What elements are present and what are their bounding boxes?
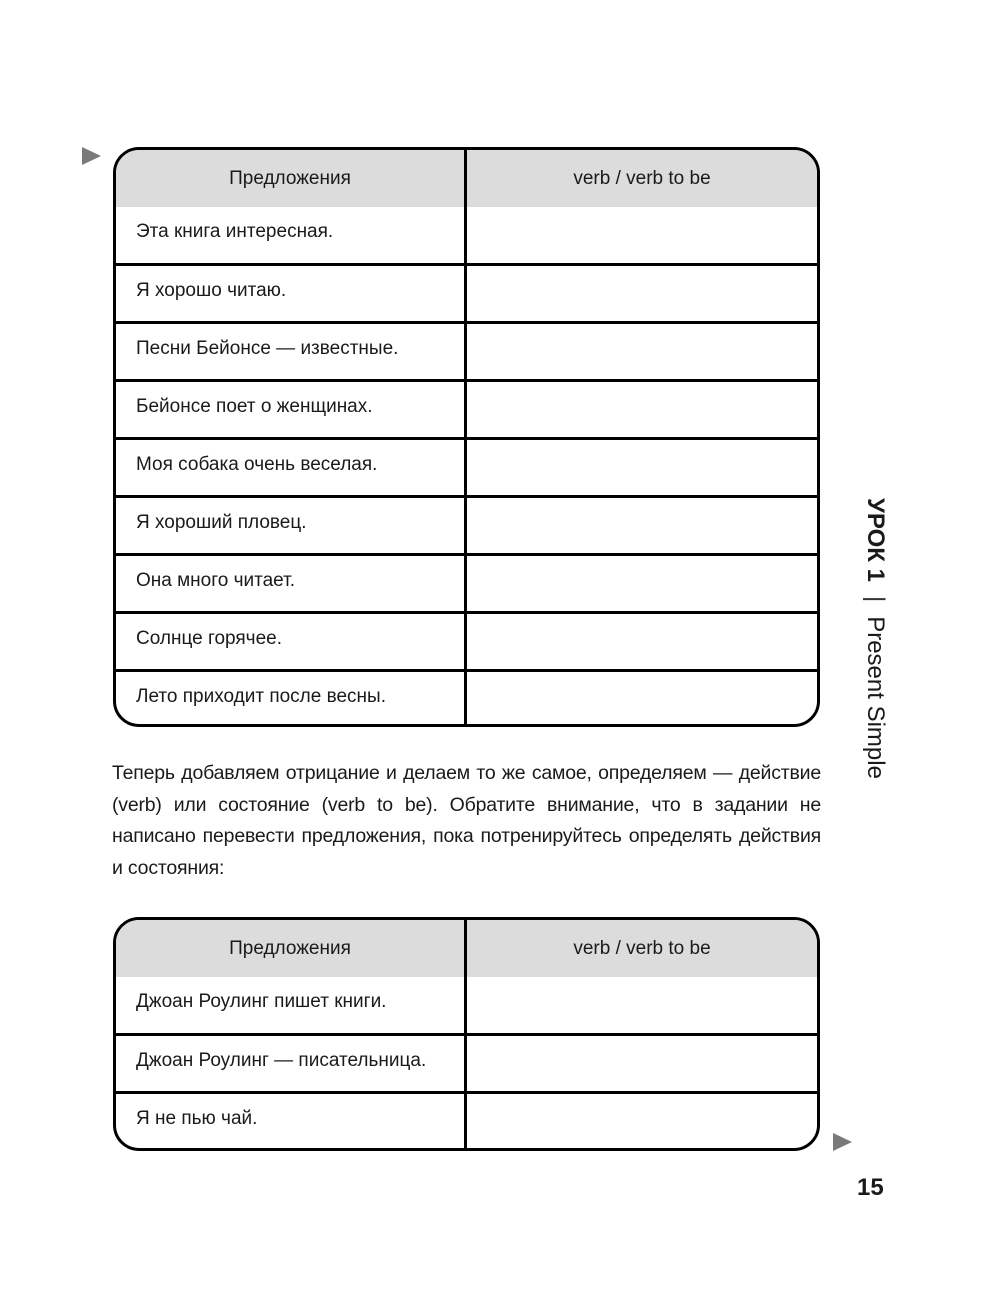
table-row xyxy=(116,263,817,321)
sentence-cell: Лето приходит после весны. xyxy=(116,672,467,727)
lesson-side-header xyxy=(861,498,889,779)
sentence-cell: Я не пью чай. xyxy=(116,1094,467,1149)
answer-cell[interactable] xyxy=(467,207,817,263)
exercise-table-2 xyxy=(113,917,820,1151)
answer-cell[interactable] xyxy=(467,440,817,495)
sentence-cell: Она много читает. xyxy=(116,556,467,611)
answer-cell[interactable] xyxy=(467,672,817,727)
lesson-number: УРОК 1 xyxy=(862,498,889,582)
table-row xyxy=(116,321,817,379)
answer-cell[interactable] xyxy=(467,266,817,321)
table-row xyxy=(116,207,817,263)
exercise-table-1 xyxy=(113,147,820,727)
answer-cell[interactable] xyxy=(467,614,817,669)
answer-cell[interactable] xyxy=(467,977,817,1033)
instruction-paragraph: Теперь добавляем отрицание и делаем то же самое, определяем — действие (verb) или состояние (verb to be). Обратите внимание, что в задании не написано перевести предложения, пока потренируйтесь определять действия и состояния: xyxy=(112,762,821,879)
page-number: 15 xyxy=(857,1174,884,1201)
sentence-cell: Я хорошо читаю. xyxy=(116,266,467,321)
sentence-cell: Джоан Роулинг пишет книги. xyxy=(116,977,467,1033)
header-verb-type: verb / verb to be xyxy=(573,167,711,189)
sentence-cell: Эта книга интересная. xyxy=(116,207,467,263)
sentence-cell: Песни Бейонсе — известные. xyxy=(116,324,467,379)
answer-cell[interactable] xyxy=(467,556,817,611)
answer-cell[interactable] xyxy=(467,498,817,553)
answer-cell[interactable] xyxy=(467,1036,817,1091)
triangle-marker-icon xyxy=(82,147,101,165)
table-row xyxy=(116,1033,817,1091)
lesson-topic: Present Simple xyxy=(862,616,889,779)
header-verb-type: verb / verb to be xyxy=(573,937,711,959)
header-sentences: Предложения xyxy=(116,150,467,207)
answer-cell[interactable] xyxy=(467,324,817,379)
header-separator: | xyxy=(862,595,889,603)
table-row xyxy=(116,669,817,727)
sentence-cell: Бейонсе поет о женщинах. xyxy=(116,382,467,437)
table-header xyxy=(116,920,817,977)
table-row xyxy=(116,495,817,553)
sentence-cell: Джоан Роулинг — писательница. xyxy=(116,1036,467,1091)
table-header xyxy=(116,150,817,207)
answer-cell[interactable] xyxy=(467,382,817,437)
answer-cell[interactable] xyxy=(467,1094,817,1149)
table-row xyxy=(116,553,817,611)
sentence-cell: Я хороший пловец. xyxy=(116,498,467,553)
table-row xyxy=(116,977,817,1033)
sentence-cell: Моя собака очень веселая. xyxy=(116,440,467,495)
table-row xyxy=(116,437,817,495)
header-sentences: Предложения xyxy=(116,920,467,977)
table-row xyxy=(116,379,817,437)
triangle-marker-icon xyxy=(833,1133,852,1151)
table-row xyxy=(116,1091,817,1149)
table-row xyxy=(116,611,817,669)
sentence-cell: Солнце горячее. xyxy=(116,614,467,669)
